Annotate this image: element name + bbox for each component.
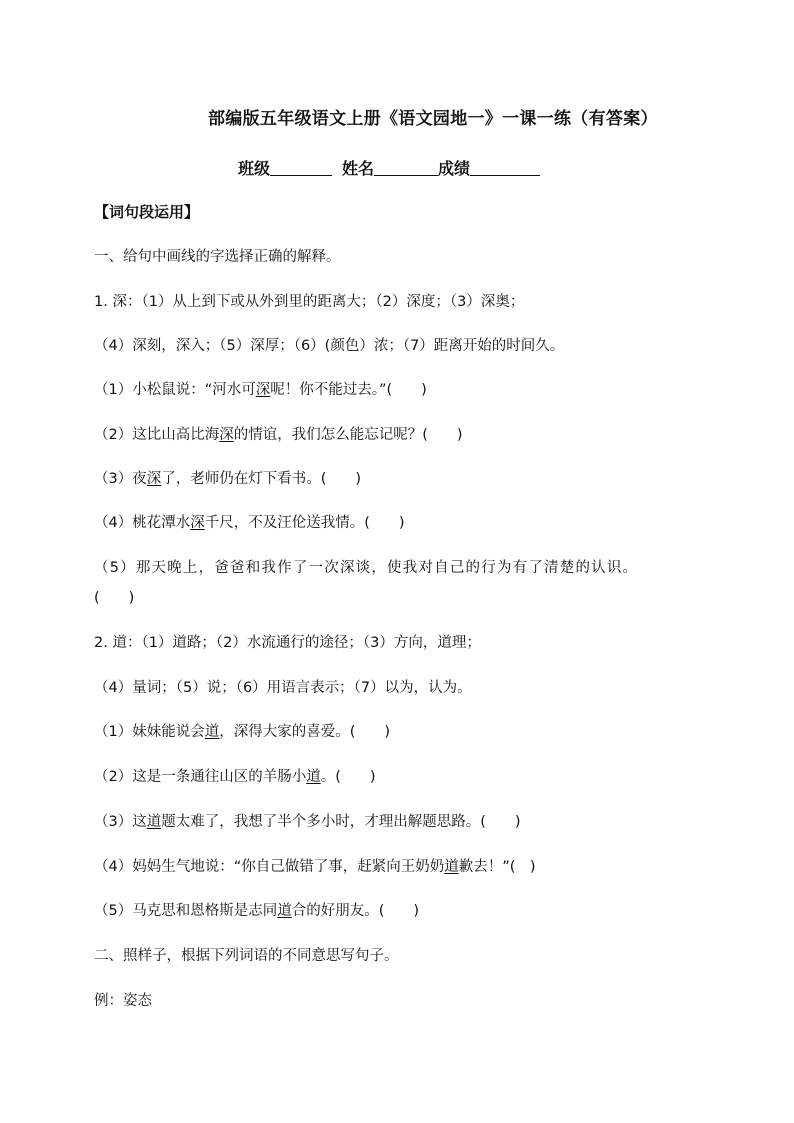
item-text: 歉去！”( ) xyxy=(458,859,536,875)
item-text: 了，老师仍在灯下看书。( ) xyxy=(161,471,362,487)
underlined-char: 深 xyxy=(146,471,162,487)
underlined-char: 道 xyxy=(444,859,459,875)
q1-item-3 xyxy=(94,467,361,488)
q2-definitions-2: （4）量词；（5）说；（6）用语言表示；（7）以为，认为。 xyxy=(94,680,472,696)
score-blank[interactable] xyxy=(470,159,540,176)
q1-definitions-1: 1. 深：（1）从上到下或从外到里的距离大；（2）深度；（3）深奥； xyxy=(94,294,525,310)
item-text: 的情谊，我们怎么能忘记呢？( ) xyxy=(233,427,463,443)
q1-item-1 xyxy=(94,378,427,399)
item-text: 题太难了，我想了半个多小时，才理出解题思路。( ) xyxy=(161,814,521,830)
part2-example: 例：姿态 xyxy=(94,993,152,1009)
underlined-char: 道 xyxy=(277,903,292,919)
item-text: 合的好朋友。( ) xyxy=(291,903,420,919)
q1-definitions-2: （4）深刻，深入；（5）深厚；（6）(颜色）浓；（7）距离开始的时间久。 xyxy=(94,338,565,354)
q2-definitions-1: 2. 道：（1）道路；（2）水流通行的途径；（3）方向，道理； xyxy=(94,635,481,651)
underlined-char: 道 xyxy=(204,724,220,740)
item-text: （4）妈妈生气地说：“你自己做错了事，赶紧向王奶奶 xyxy=(94,859,445,875)
underlined-char: 道 xyxy=(146,814,162,830)
item-text: （3）这 xyxy=(94,814,147,830)
item-text: （2）这是一条通往山区的羊肠小 xyxy=(94,769,307,785)
part1-heading: 一、给句中画线的字选择正确的解释。 xyxy=(94,249,341,265)
q2-item-3 xyxy=(94,810,521,831)
underlined-char: 深 xyxy=(219,427,234,443)
page-title: 部编版五年级语文上册《语文园地一》一课一练（有答案） xyxy=(208,109,658,129)
item-text: （4）桃花潭水 xyxy=(94,515,191,531)
q1-item-2 xyxy=(94,423,463,444)
q2-item-5 xyxy=(94,899,419,920)
key-char: 深 xyxy=(339,560,356,576)
item-text: （2）这比山高比海 xyxy=(94,427,220,443)
underlined-char: 深 xyxy=(255,382,271,398)
item-text: （5）马克思和恩格斯是志同 xyxy=(94,903,278,919)
name-label: 姓名 xyxy=(342,159,375,178)
q2-item-1 xyxy=(94,720,390,741)
item-text: 千尺，不及汪伦送我情。( ) xyxy=(204,515,405,531)
section-heading: 【词句段运用】 xyxy=(94,203,200,221)
item-text: （1）小松鼠说：“河水可 xyxy=(94,382,256,398)
underlined-char: 深 xyxy=(190,515,205,531)
name-blank[interactable] xyxy=(374,159,438,176)
q2-item-2 xyxy=(94,765,376,786)
part2-heading: 二、照样子，根据下列词语的不同意思写句子。 xyxy=(94,948,399,964)
item-text: （1）妹妹能说会 xyxy=(94,724,205,740)
item-text: 呢！你不能过去。”( ) xyxy=(270,382,427,398)
q2-item-4 xyxy=(94,855,536,876)
q1-item-4 xyxy=(94,511,405,532)
class-label: 班级 xyxy=(238,159,271,178)
underlined-char: 道 xyxy=(306,769,321,785)
item-text: 。( ) xyxy=(320,769,376,785)
item-text: （3）夜 xyxy=(94,471,147,487)
item-text: 谈，使我对自己的行为有了清楚的认识。 xyxy=(355,560,639,576)
student-info-line xyxy=(238,156,544,179)
q1-item-5 xyxy=(94,556,638,577)
item-text: ，深得大家的喜爱。( ) xyxy=(219,724,391,740)
score-label: 成绩 xyxy=(438,159,471,178)
class-blank[interactable] xyxy=(270,159,332,176)
q1-item-5-answer: ( ) xyxy=(94,590,135,606)
item-text: （5）那天晚上，爸爸和我作了一次 xyxy=(94,560,340,576)
